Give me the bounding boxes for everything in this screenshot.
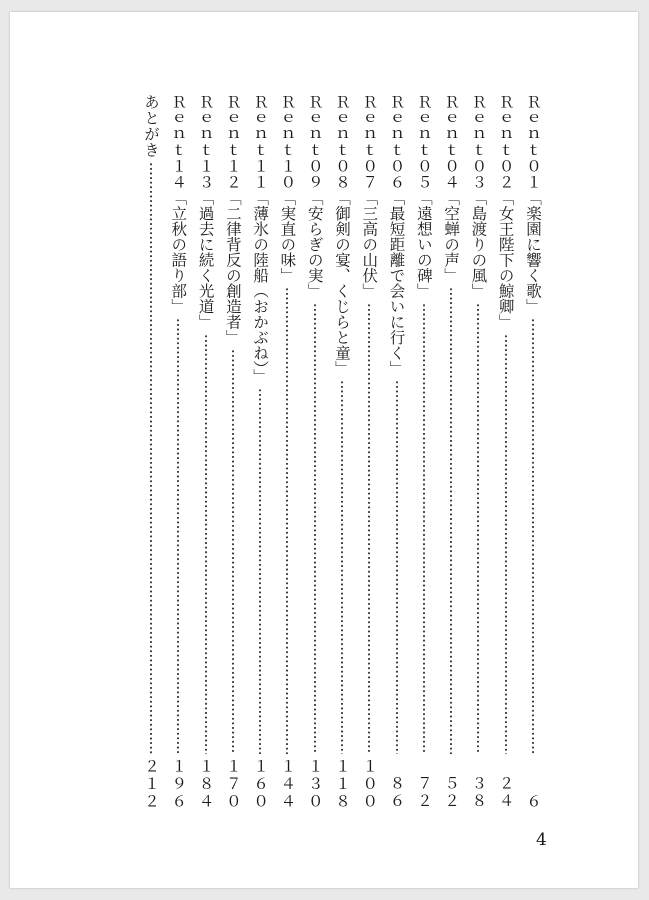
toc-entry-rent03 xyxy=(467,94,489,810)
toc-entry-label: Ｒｅｎｔ０５ xyxy=(414,94,433,190)
toc-entry-rent08 xyxy=(331,94,353,810)
toc-entry-title: 「島渡りの風」 xyxy=(469,190,488,299)
dot-leader xyxy=(396,380,398,754)
dot-leader xyxy=(532,318,534,754)
toc-entry-label: Ｒｅｎｔ１０ xyxy=(278,94,297,190)
toc-entry-label: Ｒｅｎｔ１３ xyxy=(196,94,215,190)
toc-entry-rent06 xyxy=(386,94,408,810)
toc-entry-label: Ｒｅｎｔ１２ xyxy=(223,94,242,190)
toc-entry-title: 「薄氷の陸船（おかぶね）」 xyxy=(251,190,270,384)
toc-entry-label: Ｒｅｎｔ０４ xyxy=(442,94,461,190)
toc-entry-page: ７２ xyxy=(414,775,433,810)
toc-entry-rent05 xyxy=(413,94,435,810)
toc-entry-label: Ｒｅｎｔ０７ xyxy=(360,94,379,190)
toc-entry-rent13 xyxy=(195,94,217,810)
dot-leader xyxy=(205,334,207,755)
toc-entry-rent09 xyxy=(304,94,326,810)
toc-entry-page: １３０ xyxy=(305,758,324,811)
toc-entry-title: 「楽園に響く歌」 xyxy=(523,190,542,314)
toc-entry-rent10 xyxy=(276,94,298,810)
toc-entry-title: 「空蝉の声」 xyxy=(442,190,461,283)
toc-entry-label: Ｒｅｎｔ０１ xyxy=(523,94,542,190)
toc-entry-page: １４４ xyxy=(278,758,297,811)
toc-entry-rent14 xyxy=(167,94,189,810)
toc-entry-label: Ｒｅｎｔ０２ xyxy=(496,94,515,190)
toc-entry-page: ３８ xyxy=(469,775,488,810)
toc-entry-page: １００ xyxy=(360,758,379,811)
dot-leader xyxy=(368,303,370,755)
toc-entry-page: １８４ xyxy=(196,758,215,811)
toc-entry-title: 「遠想いの碑」 xyxy=(414,190,433,299)
toc-entry-page: １６０ xyxy=(251,758,270,811)
toc-entry-label: Ｒｅｎｔ１１ xyxy=(251,94,270,190)
dot-leader xyxy=(314,303,316,755)
toc-entry-label: Ｒｅｎｔ０３ xyxy=(469,94,488,190)
dot-leader xyxy=(286,287,288,754)
toc-entry-title: 「最短距離で会いに行く」 xyxy=(387,190,406,376)
toc-entry-label: Ｒｅｎｔ０６ xyxy=(387,94,406,190)
toc-entry-afterword xyxy=(140,94,162,810)
dot-leader xyxy=(505,334,507,755)
toc-entry-title: 「二律背反の創造者」 xyxy=(223,190,242,345)
toc-entry-page: １７０ xyxy=(223,758,242,811)
toc-entry-page: ２１２ xyxy=(142,758,160,811)
dot-leader xyxy=(341,380,343,754)
toc-entry-page: ８６ xyxy=(387,775,406,810)
toc-entry-label: あとがき xyxy=(142,94,160,158)
dot-leader xyxy=(259,388,261,754)
toc-entry-title: 「安らぎの実」 xyxy=(305,190,324,299)
toc-entry-title: 「過去に続く光道」 xyxy=(196,190,215,330)
toc-entry-label: Ｒｅｎｔ１４ xyxy=(169,94,188,190)
table-of-contents xyxy=(140,94,544,810)
toc-entry-page: １１８ xyxy=(332,758,351,811)
toc-entry-title: 「三高の山伏」 xyxy=(360,190,379,299)
book-page xyxy=(10,12,638,888)
toc-entry-title: 「実直の味」 xyxy=(278,190,297,283)
page-number: 4 xyxy=(536,830,547,850)
toc-entry-rent11 xyxy=(249,94,271,810)
toc-entry-rent04 xyxy=(440,94,462,810)
toc-entry-rent02 xyxy=(495,94,517,810)
toc-entry-page: ６ xyxy=(523,792,542,810)
dot-leader xyxy=(423,303,425,755)
dot-leader xyxy=(232,349,234,754)
toc-entry-title: 「女王陛下の鯨卿」 xyxy=(496,190,515,330)
dot-leader xyxy=(150,162,152,754)
toc-entry-rent12 xyxy=(222,94,244,810)
toc-entry-label: Ｒｅｎｔ０８ xyxy=(332,94,351,190)
toc-entry-rent07 xyxy=(358,94,380,810)
toc-entry-title: 「御剣の宴、くじらと童」 xyxy=(332,190,351,376)
toc-entry-page: １９６ xyxy=(169,758,188,811)
toc-entry-rent01 xyxy=(522,94,544,810)
toc-entry-page: ２４ xyxy=(496,775,515,810)
toc-entry-title: 「立秋の語り部」 xyxy=(169,190,188,314)
toc-entry-label: Ｒｅｎｔ０９ xyxy=(305,94,324,190)
dot-leader xyxy=(477,303,479,755)
toc-entry-page: ５２ xyxy=(442,775,461,810)
dot-leader xyxy=(450,287,452,754)
dot-leader xyxy=(177,318,179,754)
